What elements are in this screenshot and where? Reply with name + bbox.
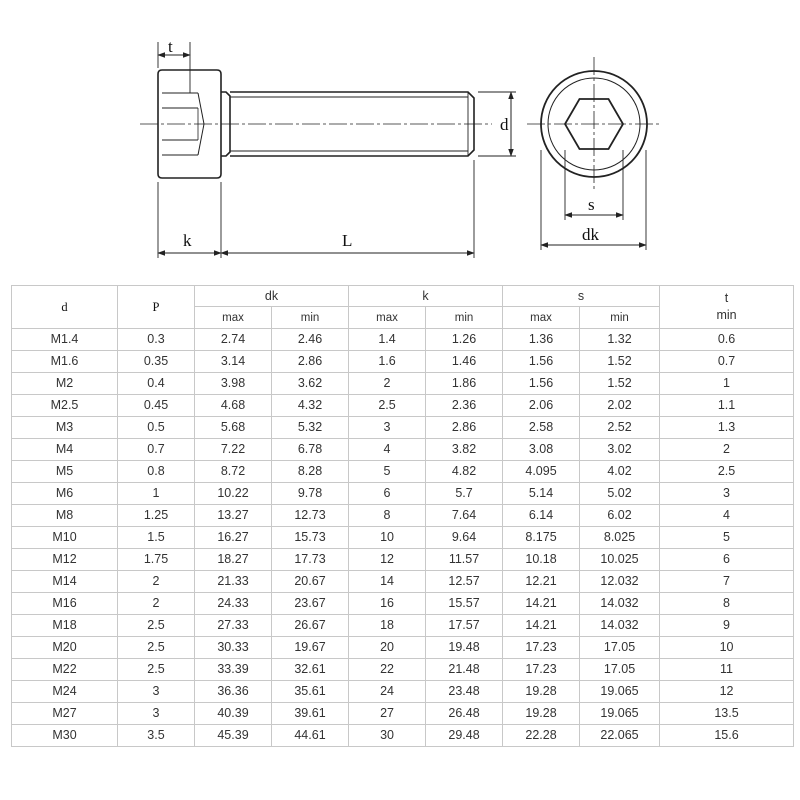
table-row — [12, 395, 794, 417]
table-row — [12, 417, 794, 439]
cell-s-max: 10.18 — [503, 549, 580, 571]
table-row — [12, 703, 794, 725]
cell-k-max: 2.5 — [349, 395, 426, 417]
cell-k-max: 30 — [349, 725, 426, 747]
cell-dk-max: 45.39 — [195, 725, 272, 747]
table-row — [12, 351, 794, 373]
table-row — [12, 373, 794, 395]
cell-s-min: 14.032 — [580, 615, 660, 637]
label-s: s — [588, 195, 595, 214]
cell-dk-max: 30.33 — [195, 637, 272, 659]
header-s-min: min — [580, 307, 660, 329]
cell-dk-max: 8.72 — [195, 461, 272, 483]
cell-s-min: 1.52 — [580, 373, 660, 395]
cell-k-max: 2 — [349, 373, 426, 395]
cell-s-max: 19.28 — [503, 703, 580, 725]
cell-dk-min: 35.61 — [272, 681, 349, 703]
cell-thread-size: M16 — [12, 593, 118, 615]
cell-t-min: 0.7 — [660, 351, 794, 373]
cell-pitch: 0.4 — [118, 373, 195, 395]
header-row-groups — [12, 286, 794, 307]
table-row — [12, 681, 794, 703]
cell-t-min: 13.5 — [660, 703, 794, 725]
cell-thread-size: M14 — [12, 571, 118, 593]
cell-k-max: 22 — [349, 659, 426, 681]
cell-dk-max: 40.39 — [195, 703, 272, 725]
cell-s-max: 22.28 — [503, 725, 580, 747]
cell-thread-size: M5 — [12, 461, 118, 483]
cell-s-max: 8.175 — [503, 527, 580, 549]
cell-dk-max: 2.74 — [195, 329, 272, 351]
cell-pitch: 0.8 — [118, 461, 195, 483]
cell-k-min: 19.48 — [426, 637, 503, 659]
cell-k-max: 20 — [349, 637, 426, 659]
cell-k-min: 4.82 — [426, 461, 503, 483]
extension-lines — [158, 42, 646, 258]
table-row — [12, 593, 794, 615]
cell-dk-max: 24.33 — [195, 593, 272, 615]
cell-k-max: 10 — [349, 527, 426, 549]
cell-dk-min: 15.73 — [272, 527, 349, 549]
cell-k-min: 9.64 — [426, 527, 503, 549]
specification-rows — [12, 329, 794, 747]
cell-dk-min: 9.78 — [272, 483, 349, 505]
cell-t-min: 10 — [660, 637, 794, 659]
header-s-max: max — [503, 307, 580, 329]
cell-thread-size: M4 — [12, 439, 118, 461]
cell-k-min: 29.48 — [426, 725, 503, 747]
label-dk: dk — [582, 225, 599, 244]
cell-dk-min: 39.61 — [272, 703, 349, 725]
cell-t-min: 0.6 — [660, 329, 794, 351]
cell-pitch: 0.3 — [118, 329, 195, 351]
cell-pitch: 1.25 — [118, 505, 195, 527]
cell-s-max: 2.06 — [503, 395, 580, 417]
cell-k-min: 3.82 — [426, 439, 503, 461]
cell-k-max: 18 — [349, 615, 426, 637]
cell-s-max: 12.21 — [503, 571, 580, 593]
cell-t-min: 2.5 — [660, 461, 794, 483]
specification-table — [11, 285, 794, 747]
cell-dk-max: 16.27 — [195, 527, 272, 549]
cell-k-min: 2.86 — [426, 417, 503, 439]
cell-pitch: 1 — [118, 483, 195, 505]
cell-thread-size: M6 — [12, 483, 118, 505]
cell-t-min: 3 — [660, 483, 794, 505]
label-L: L — [342, 231, 353, 250]
cell-k-max: 6 — [349, 483, 426, 505]
cell-pitch: 2.5 — [118, 637, 195, 659]
table-row — [12, 483, 794, 505]
cell-dk-min: 4.32 — [272, 395, 349, 417]
cell-dk-max: 13.27 — [195, 505, 272, 527]
cell-s-max: 17.23 — [503, 659, 580, 681]
header-t-label: t — [724, 291, 729, 305]
cell-k-min: 5.7 — [426, 483, 503, 505]
cell-k-min: 1.26 — [426, 329, 503, 351]
cell-dk-min: 23.67 — [272, 593, 349, 615]
cell-dk-min: 44.61 — [272, 725, 349, 747]
cell-pitch: 0.45 — [118, 395, 195, 417]
cell-thread-size: M3 — [12, 417, 118, 439]
cell-s-max: 1.56 — [503, 351, 580, 373]
cell-dk-min: 2.46 — [272, 329, 349, 351]
header-t — [660, 286, 794, 329]
cell-s-max: 1.56 — [503, 373, 580, 395]
cell-s-max: 6.14 — [503, 505, 580, 527]
label-k: k — [183, 231, 192, 250]
table-row — [12, 461, 794, 483]
cell-dk-max: 4.68 — [195, 395, 272, 417]
cell-dk-max: 18.27 — [195, 549, 272, 571]
cell-pitch: 0.5 — [118, 417, 195, 439]
cell-s-min: 22.065 — [580, 725, 660, 747]
table-row — [12, 659, 794, 681]
cell-dk-min: 32.61 — [272, 659, 349, 681]
cell-pitch: 0.7 — [118, 439, 195, 461]
label-t: t — [168, 37, 173, 56]
cell-k-max: 12 — [349, 549, 426, 571]
cell-k-max: 16 — [349, 593, 426, 615]
cell-thread-size: M30 — [12, 725, 118, 747]
table-row — [12, 571, 794, 593]
cell-t-min: 15.6 — [660, 725, 794, 747]
cell-dk-min: 2.86 — [272, 351, 349, 373]
cell-k-min: 7.64 — [426, 505, 503, 527]
cell-k-max: 5 — [349, 461, 426, 483]
cell-s-min: 1.32 — [580, 329, 660, 351]
table-row — [12, 329, 794, 351]
cell-k-max: 14 — [349, 571, 426, 593]
cell-pitch: 3.5 — [118, 725, 195, 747]
table-row — [12, 527, 794, 549]
cell-t-min: 1 — [660, 373, 794, 395]
cell-t-min: 2 — [660, 439, 794, 461]
cell-k-max: 27 — [349, 703, 426, 725]
cell-t-min: 11 — [660, 659, 794, 681]
cell-s-min: 5.02 — [580, 483, 660, 505]
cell-s-min: 3.02 — [580, 439, 660, 461]
cell-thread-size: M18 — [12, 615, 118, 637]
header-dk-max: max — [195, 307, 272, 329]
cell-s-min: 1.52 — [580, 351, 660, 373]
cell-dk-max: 3.14 — [195, 351, 272, 373]
header-s: s — [503, 286, 660, 307]
cell-thread-size: M27 — [12, 703, 118, 725]
cell-thread-size: M1.6 — [12, 351, 118, 373]
cell-thread-size: M8 — [12, 505, 118, 527]
table-row — [12, 615, 794, 637]
cell-k-min: 1.86 — [426, 373, 503, 395]
cell-s-max: 3.08 — [503, 439, 580, 461]
cell-s-max: 14.21 — [503, 593, 580, 615]
cell-k-min: 15.57 — [426, 593, 503, 615]
cell-dk-max: 21.33 — [195, 571, 272, 593]
header-k: k — [349, 286, 503, 307]
cell-k-min: 23.48 — [426, 681, 503, 703]
cell-k-min: 2.36 — [426, 395, 503, 417]
cell-s-max: 2.58 — [503, 417, 580, 439]
table-row — [12, 725, 794, 747]
cell-s-min: 12.032 — [580, 571, 660, 593]
label-d: d — [500, 115, 509, 134]
cell-dk-max: 10.22 — [195, 483, 272, 505]
cell-thread-size: M2.5 — [12, 395, 118, 417]
screw-technical-drawing — [0, 0, 800, 262]
cell-k-max: 1.4 — [349, 329, 426, 351]
cell-k-min: 12.57 — [426, 571, 503, 593]
cell-s-max: 17.23 — [503, 637, 580, 659]
dimension-lines — [158, 55, 646, 253]
cell-k-min: 17.57 — [426, 615, 503, 637]
cell-s-max: 4.095 — [503, 461, 580, 483]
cell-k-max: 1.6 — [349, 351, 426, 373]
cell-dk-min: 5.32 — [272, 417, 349, 439]
table-row — [12, 637, 794, 659]
cell-t-min: 4 — [660, 505, 794, 527]
cell-k-min: 1.46 — [426, 351, 503, 373]
cell-s-min: 19.065 — [580, 681, 660, 703]
table-row — [12, 439, 794, 461]
cell-dk-min: 19.67 — [272, 637, 349, 659]
cell-thread-size: M22 — [12, 659, 118, 681]
cell-k-max: 3 — [349, 417, 426, 439]
table-row — [12, 505, 794, 527]
cell-s-min: 8.025 — [580, 527, 660, 549]
header-dk-min: min — [272, 307, 349, 329]
cell-s-max: 19.28 — [503, 681, 580, 703]
cell-s-min: 2.02 — [580, 395, 660, 417]
cell-pitch: 3 — [118, 681, 195, 703]
cell-pitch: 2 — [118, 571, 195, 593]
cell-thread-size: M24 — [12, 681, 118, 703]
cell-t-min: 6 — [660, 549, 794, 571]
table-row — [12, 549, 794, 571]
cell-k-min: 11.57 — [426, 549, 503, 571]
cell-thread-size: M10 — [12, 527, 118, 549]
cell-t-min: 12 — [660, 681, 794, 703]
cell-s-min: 10.025 — [580, 549, 660, 571]
cell-pitch: 1.75 — [118, 549, 195, 571]
cell-t-min: 7 — [660, 571, 794, 593]
cell-t-min: 9 — [660, 615, 794, 637]
cell-pitch: 2 — [118, 593, 195, 615]
header-k-min: min — [426, 307, 503, 329]
header-dk: dk — [195, 286, 349, 307]
cell-dk-min: 20.67 — [272, 571, 349, 593]
header-p: P — [118, 286, 195, 329]
cell-dk-min: 26.67 — [272, 615, 349, 637]
cell-s-max: 1.36 — [503, 329, 580, 351]
cell-s-min: 14.032 — [580, 593, 660, 615]
cell-dk-min: 6.78 — [272, 439, 349, 461]
cell-dk-min: 12.73 — [272, 505, 349, 527]
cell-s-max: 5.14 — [503, 483, 580, 505]
cell-dk-max: 33.39 — [195, 659, 272, 681]
cell-dk-max: 3.98 — [195, 373, 272, 395]
cell-t-min: 1.1 — [660, 395, 794, 417]
cell-thread-size: M20 — [12, 637, 118, 659]
cell-dk-min: 3.62 — [272, 373, 349, 395]
cell-dk-min: 8.28 — [272, 461, 349, 483]
header-t-min: min — [716, 308, 737, 322]
cell-pitch: 1.5 — [118, 527, 195, 549]
cell-k-max: 4 — [349, 439, 426, 461]
cell-thread-size: M1.4 — [12, 329, 118, 351]
header-k-max: max — [349, 307, 426, 329]
cell-s-min: 19.065 — [580, 703, 660, 725]
cell-k-min: 26.48 — [426, 703, 503, 725]
cell-dk-max: 7.22 — [195, 439, 272, 461]
cell-pitch: 2.5 — [118, 659, 195, 681]
cell-s-min: 2.52 — [580, 417, 660, 439]
cell-dk-min: 17.73 — [272, 549, 349, 571]
cell-k-min: 21.48 — [426, 659, 503, 681]
cell-t-min: 1.3 — [660, 417, 794, 439]
cell-dk-max: 5.68 — [195, 417, 272, 439]
cell-pitch: 0.35 — [118, 351, 195, 373]
cell-s-min: 17.05 — [580, 659, 660, 681]
cell-pitch: 2.5 — [118, 615, 195, 637]
cell-t-min: 5 — [660, 527, 794, 549]
cell-dk-max: 27.33 — [195, 615, 272, 637]
cell-pitch: 3 — [118, 703, 195, 725]
header-d: d — [12, 286, 118, 329]
cell-s-max: 14.21 — [503, 615, 580, 637]
cell-s-min: 6.02 — [580, 505, 660, 527]
cell-k-max: 8 — [349, 505, 426, 527]
cell-dk-max: 36.36 — [195, 681, 272, 703]
centerlines — [140, 57, 660, 190]
cell-thread-size: M2 — [12, 373, 118, 395]
cell-s-min: 17.05 — [580, 637, 660, 659]
cell-k-max: 24 — [349, 681, 426, 703]
cell-thread-size: M12 — [12, 549, 118, 571]
cell-s-min: 4.02 — [580, 461, 660, 483]
cell-t-min: 8 — [660, 593, 794, 615]
